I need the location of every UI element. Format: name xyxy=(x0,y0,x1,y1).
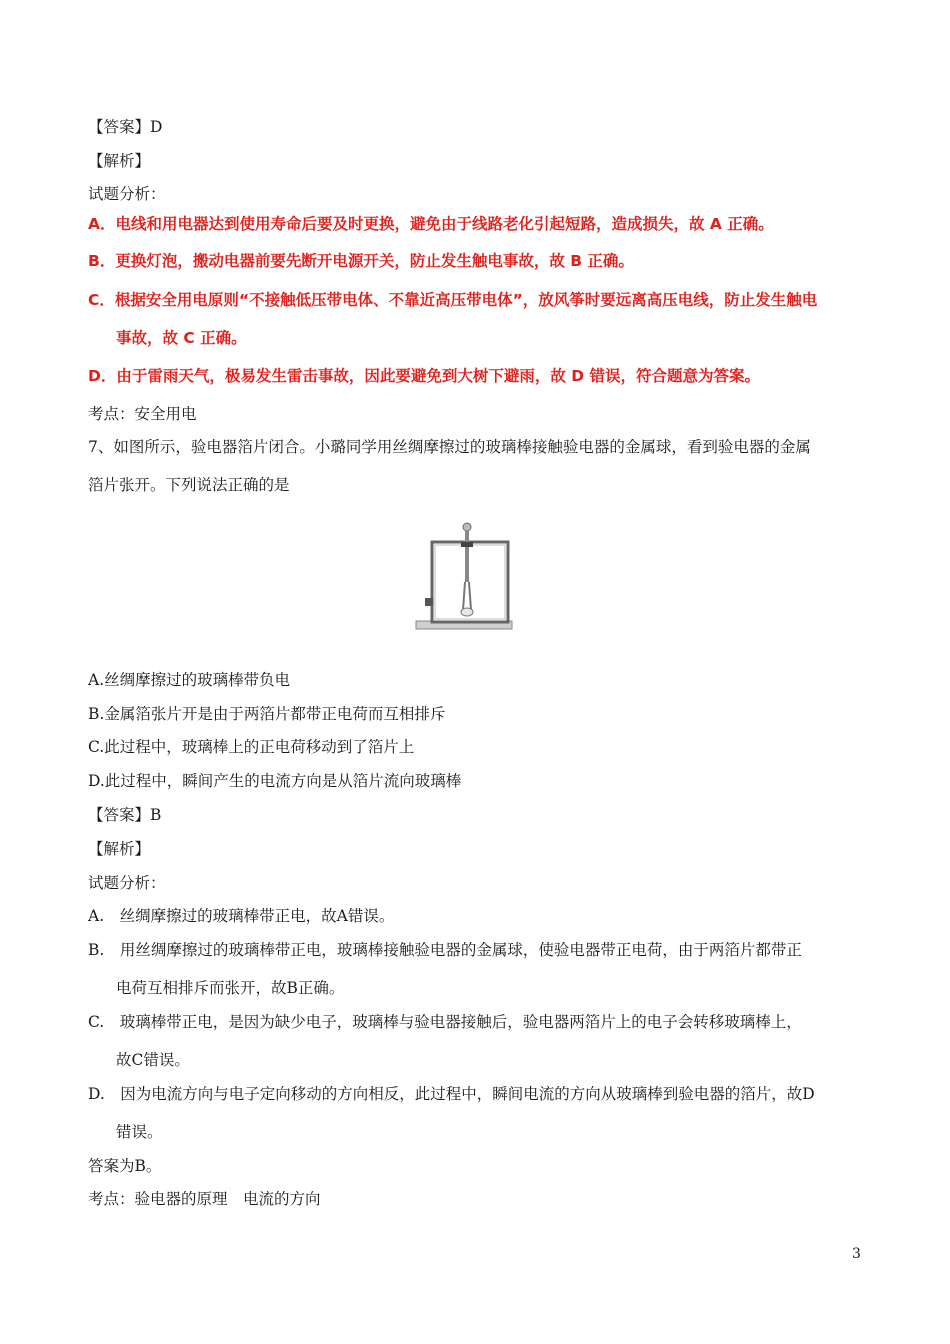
electroscope-figure xyxy=(412,518,516,634)
analysis-point-c-cont: 事故，故 C 正确。 xyxy=(116,329,247,347)
answer-line: 【答案】D xyxy=(88,118,163,136)
explanation-a: A. 丝绸摩擦过的玻璃棒带正电，故A错误。 xyxy=(88,907,395,925)
question-stem-cont: 箔片张开。下列说法正确的是 xyxy=(88,476,290,494)
explanation-d: D. 因为电流方向与电子定向移动的方向相反，此过程中，瞬间电流的方向从玻璃棒到验电器的箔片，故D xyxy=(88,1085,815,1103)
answer-line-q7: 【答案】B xyxy=(88,806,162,824)
explanation-c: C. 玻璃棒带正电，是因为缺少电子，玻璃棒与验电器接触后，验电器两箔片上的电子会转移玻璃棒上， xyxy=(88,1013,802,1031)
option-b: B.金属箔张片开是由于两箔片都带正电荷而互相排斥 xyxy=(88,705,446,723)
analysis-point-b: B．更换灯泡，搬动电器前要先断开电源开关，防止发生触电事故，故 B 正确。 xyxy=(88,252,634,270)
explanation-b-cont: 电荷互相排斥而张开，故B正确。 xyxy=(116,979,345,997)
analysis-heading-q7: 【解析】 xyxy=(88,840,151,858)
explanation-b: B. 用丝绸摩擦过的玻璃棒带正电，玻璃棒接触验电器的金属球，使验电器带正电荷，由于两箔片都带正 xyxy=(88,941,802,959)
option-d: D.此过程中，瞬间产生的电流方向是从箔片流向玻璃棒 xyxy=(88,772,462,790)
topic-line: 考点：安全用电 xyxy=(88,405,197,423)
option-c: C.此过程中，玻璃棒上的正电荷移动到了箔片上 xyxy=(88,738,415,756)
explanation-c-cont: 故C错误。 xyxy=(116,1051,190,1069)
analysis-heading: 【解析】 xyxy=(88,152,151,170)
topic-line-q7: 考点：验电器的原理 电流的方向 xyxy=(88,1190,321,1208)
explanation-d-cont: 错误。 xyxy=(116,1123,163,1141)
page-number: 3 xyxy=(852,1246,861,1262)
analysis-label-q7: 试题分析： xyxy=(88,874,166,892)
option-a: A.丝绸摩擦过的玻璃棒带负电 xyxy=(88,671,291,689)
question-stem: 7、如图所示，验电器箔片闭合。小璐同学用丝绸摩擦过的玻璃棒接触验电器的金属球，看到验电器的金属 xyxy=(88,438,811,456)
analysis-point-c: C．根据安全用电原则“不接触低压带电体、不靠近高压带电体”，放风筝时要远离高压电线，防止发生触电 xyxy=(88,291,818,309)
conclusion-line: 答案为B。 xyxy=(88,1157,162,1175)
analysis-point-a: A．电线和用电器达到使用寿命后要及时更换，避免由于线路老化引起短路，造成损失，故 A 正确。 xyxy=(88,215,774,233)
analysis-label: 试题分析： xyxy=(88,185,166,203)
analysis-point-d: D．由于雷雨天气，极易发生雷击事故，因此要避免到大树下避雨，故 D 错误，符合题意为答案。 xyxy=(88,367,761,385)
